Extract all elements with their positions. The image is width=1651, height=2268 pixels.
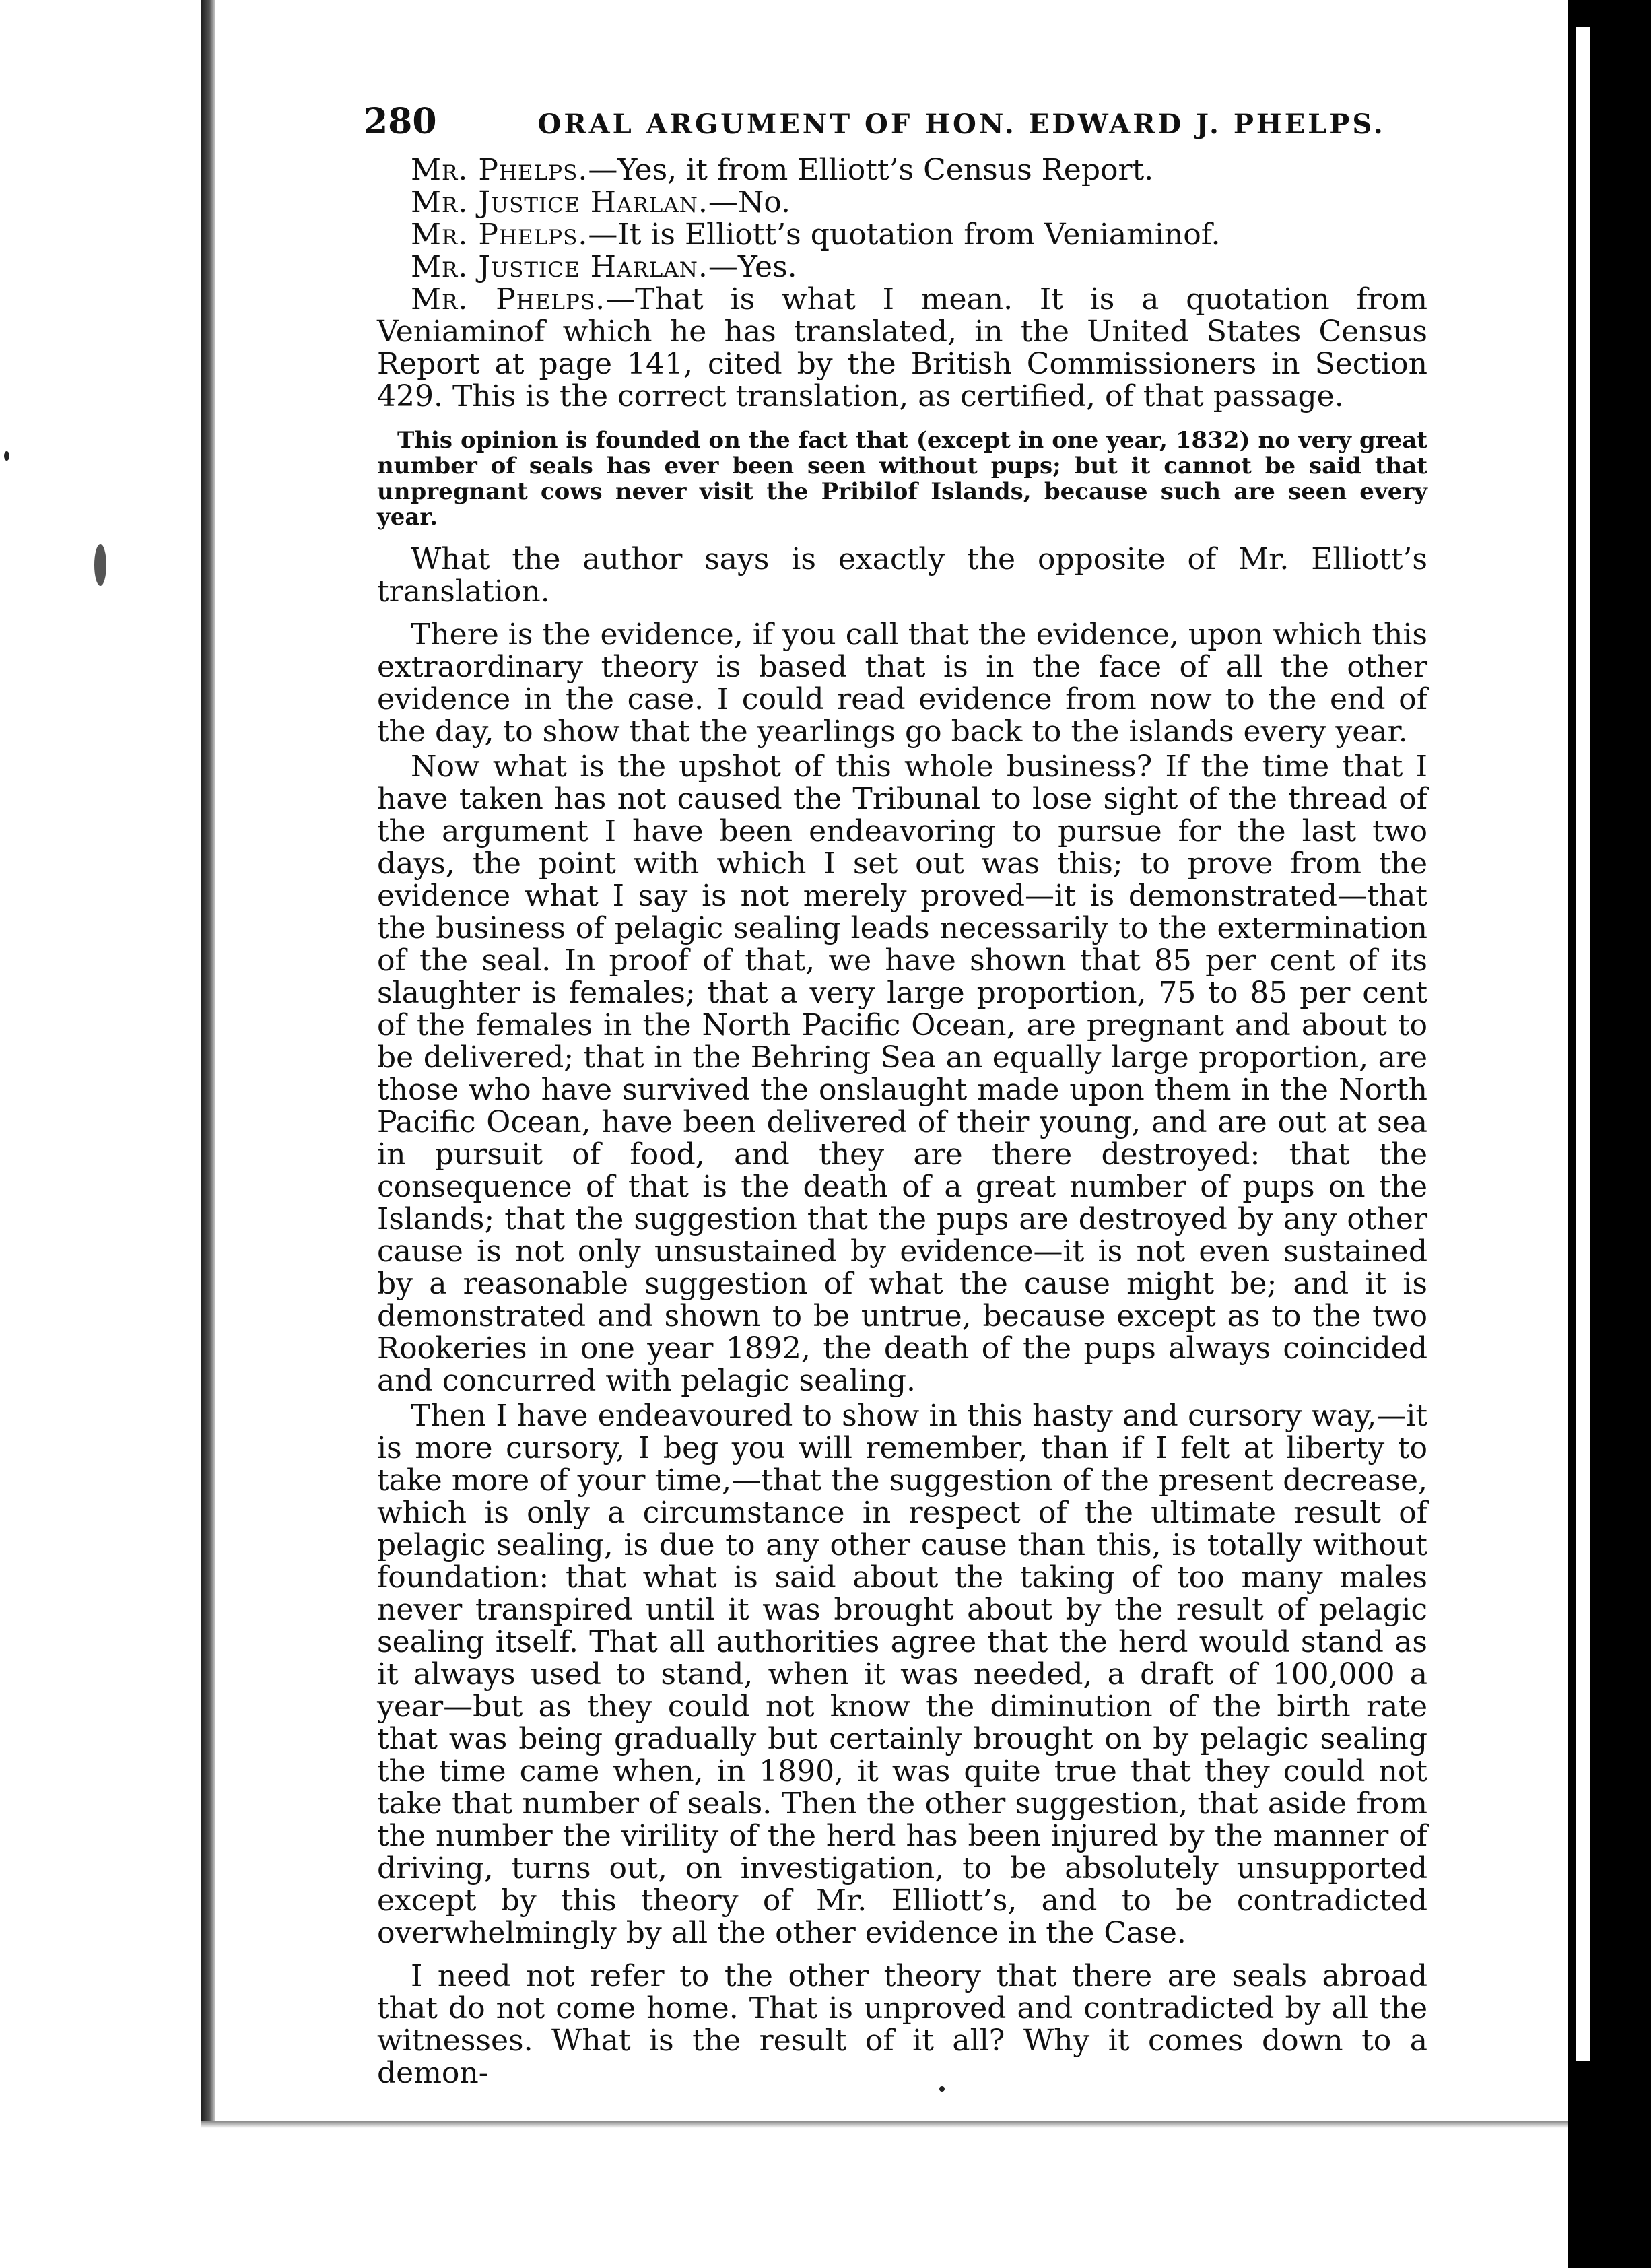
paragraph: Now what is the upshot of this whole business? If the time that I have taken has not caused the Tribunal to lose sight of the thread of the argument I have been endeavoring to pursue for the last two days, the point with which I set out was this; to prove from the evidence what I say is not merely proved—it is demonstrated—that the business of pelagic sealing leads necessarily to the extermination of the seal. In proof of that, we have shown that 85 per cent of its slaughter is females; that a very large proportion, 75 to 85 per cent of the females in the North Pacific Ocean, are pregnant and about to be delivered; that in the Behring Sea an equally large proportion, are those who have survived the onslaught made upon them in the North Pacific Ocean, have been delivered of their young, and are out at sea in pursuit of food, and they are there destroyed: that the consequence of that is the death of a great number of pups on the Islands; that the suggestion that the pups are destroyed by any other cause is not only unsustained by evidence—it is not even sustained by a reasonable suggestion of what the cause might be; and it is demonstrated and shown to be untrue, because except as to the two Rookeries in one year 1892, the death of the pups always coincided and concurred with pelagic sealing.	[377, 749, 1427, 1398]
dialogue-line	[377, 219, 1427, 251]
page-number: 280	[364, 101, 437, 142]
running-title: ORAL ARGUMENT OF HON. EDWARD J. PHELPS.	[537, 108, 1386, 140]
dialogue-text: —Yes, it from Elliott’s Census Report.	[588, 153, 1154, 187]
dialogue-text: —It is Elliott’s quotation from Veniaminof.	[588, 218, 1221, 252]
dialogue-line	[377, 154, 1427, 187]
dialogue-text: —Yes.	[708, 250, 797, 284]
paragraph: What the author says is exactly the opposite of Mr. Elliott’s translation.	[377, 542, 1427, 609]
body-text	[377, 543, 1427, 2090]
book-page	[364, 101, 1427, 2092]
scan-left-margin	[0, 0, 212, 2268]
dialogue-text: —No.	[708, 185, 791, 220]
page-bottom-edge	[201, 2121, 1568, 2128]
paragraph: There is the evidence, if you call that the evidence, upon which this extraordinary theory is based that is in the face of all the other evidence in the case. I could read evidence from now to the end of the day, to show that the yearlings go back to the islands every year.	[377, 618, 1427, 749]
next-page-edge	[1576, 27, 1590, 2061]
block-quotation	[377, 428, 1427, 530]
speaker: Mr. Phelps.	[411, 153, 588, 187]
page-dot	[939, 2086, 945, 2092]
margin-speck	[4, 451, 9, 461]
dialogue-line	[377, 284, 1427, 413]
speaker: Mr. Phelps.	[411, 282, 606, 316]
speaker: Mr. Justice Harlan.	[411, 250, 708, 284]
dialogue	[377, 154, 1427, 413]
dialogue-line	[377, 251, 1427, 284]
running-head	[364, 101, 1427, 142]
dialogue-text: —That is what I mean. It is a quotation from Veniaminof which he has translated, in the United States Census Report at page 141, cited by the British Commissioners in Section 429. This is the correct translation, as certified, of that passage.	[377, 282, 1427, 413]
page-binding-shadow	[201, 0, 215, 2128]
dialogue-line	[377, 187, 1427, 219]
speaker: Mr. Phelps.	[411, 218, 588, 252]
quotation-text: This opinion is founded on the fact that (except in one year, 1832) no very great number of seals has ever been seen without pups; but it cannot be said that unpregnant cows never visit the Pribilof Islands, because such are seen every year.	[377, 427, 1427, 531]
paragraph: Then I have endeavoured to show in this hasty and cursory way,—it is more cursory, I beg you will remember, than if I felt at liberty to take more of your time,—that the suggestion of the present decrease, which is only a circumstance in respect of the ultimate result of pelagic sealing, is due to any other cause than this, is totally without foundation: that what is said about the taking of too many males never transpired until it was brought about by the result of pelagic sealing itself. That all authorities agree that the herd would stand as it always used to stand, when it was needed, a draft of 100,000 a year—but as they could not know the diminution of the birth rate that was being gradually but certainly brought on by pelagic sealing the time came when, in 1890, it was quite true that they could not take that number of seals. Then the other suggestion, that aside from the number the virility of the herd has been injured by the manner of driving, turns out, on investigation, to be absolutely unsupported except by this theory of Mr. Elliott’s, and to be contradicted overwhelmingly by all the other evidence in the Case.	[377, 1399, 1427, 1950]
paragraph: I need not refer to the other theory that there are seals abroad that do not come home. That is unproved and contradicted by all the witnesses. What is the result of it all? Why it comes down to a demon-	[377, 1959, 1427, 2090]
speaker: Mr. Justice Harlan.	[411, 185, 708, 220]
margin-speck	[94, 544, 106, 586]
